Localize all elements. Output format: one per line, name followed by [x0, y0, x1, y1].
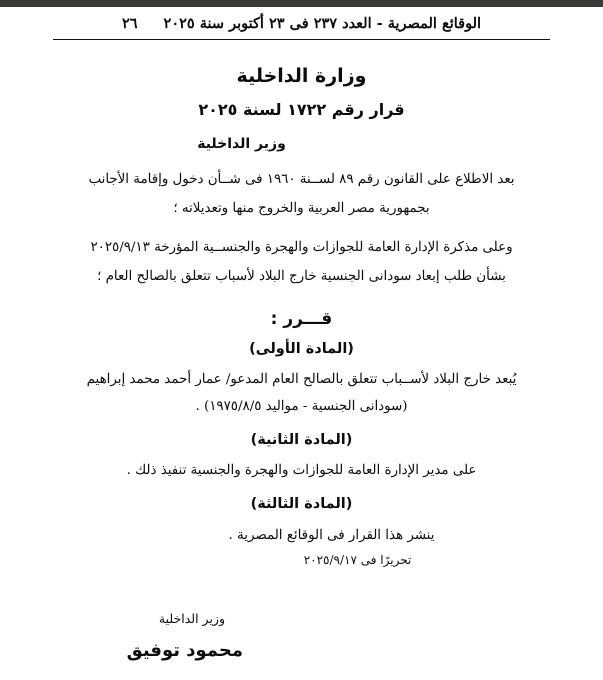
preamble-p1-line-1: بعد الاطلاع على القانون رقم ٨٩ لســنة ١٩٦٠ فى شــأن دخول وإقامة الأجانب: [88, 172, 515, 187]
article-1-line-2: (سودانى الجنسية - مواليد ١٩٧٥/٨/٥) .: [195, 399, 408, 414]
decree-number-title: قرار رقم ١٧٢٢ لسنة ٢٠٢٥: [198, 100, 405, 119]
article-heading-1: (المادة الأولى): [249, 341, 354, 357]
article-heading-3: (المادة الثالثة): [250, 496, 353, 512]
header-divider-rule: [53, 39, 550, 40]
signature-name: محمود توفيق: [126, 640, 243, 661]
page-number: ٢٦: [121, 15, 138, 32]
running-header: [0, 7, 603, 32]
preamble-p2-line-2: بشأن طلب إبعاد سودانى الجنسية خارج البلاد لأسباب تتعلق بالصالح العام ؛: [97, 269, 506, 284]
top-dark-strip: [0, 0, 603, 7]
decision-keyword: قـــرر :: [270, 309, 333, 329]
article-body-2: [0, 457, 603, 484]
preamble-paragraph-2: [62, 233, 541, 291]
document-page: [0, 7, 603, 680]
issuer-label: وزير الداخلية: [197, 136, 286, 152]
preamble-p1-line-2: بجمهورية مصر العربية والخروج منها وتعديلاته ؛: [173, 201, 430, 216]
article-body-1: [0, 366, 603, 420]
article-2-line-1: على مدير الإدارة العامة للجوازات والهجرة والجنسية تنفيذ ذلك .: [126, 463, 477, 478]
signature-block: [0, 611, 603, 661]
article-1-line-1: يُبعد خارج البلاد لأســباب تتعلق بالصالح العام المدعو/ عمار أحمد محمد إبراهيم: [86, 372, 517, 387]
preamble-paragraph-1: [62, 165, 541, 223]
article-3-line-1: ينشر هذا القرار فى الوقائع المصرية .: [228, 528, 435, 543]
running-header-title: الوقائع المصرية - العدد ٢٣٧ فى ٢٣ أكتوبر سنة ٢٠٢٥: [163, 15, 482, 32]
article-heading-2: (المادة الثانية): [250, 432, 353, 448]
ministry-title: وزارة الداخلية: [236, 65, 367, 87]
dated-line: تحريرًا فى ٢٠٢٥/٩/١٧: [303, 553, 412, 567]
preamble-block: [0, 165, 603, 291]
preamble-p2-line-1: وعلى مذكرة الإدارة العامة للجوازات والهجرة والجنســية المؤرخة ٢٠٢٥/٩/١٣: [90, 240, 513, 255]
signature-role: وزير الداخلية: [158, 611, 225, 626]
